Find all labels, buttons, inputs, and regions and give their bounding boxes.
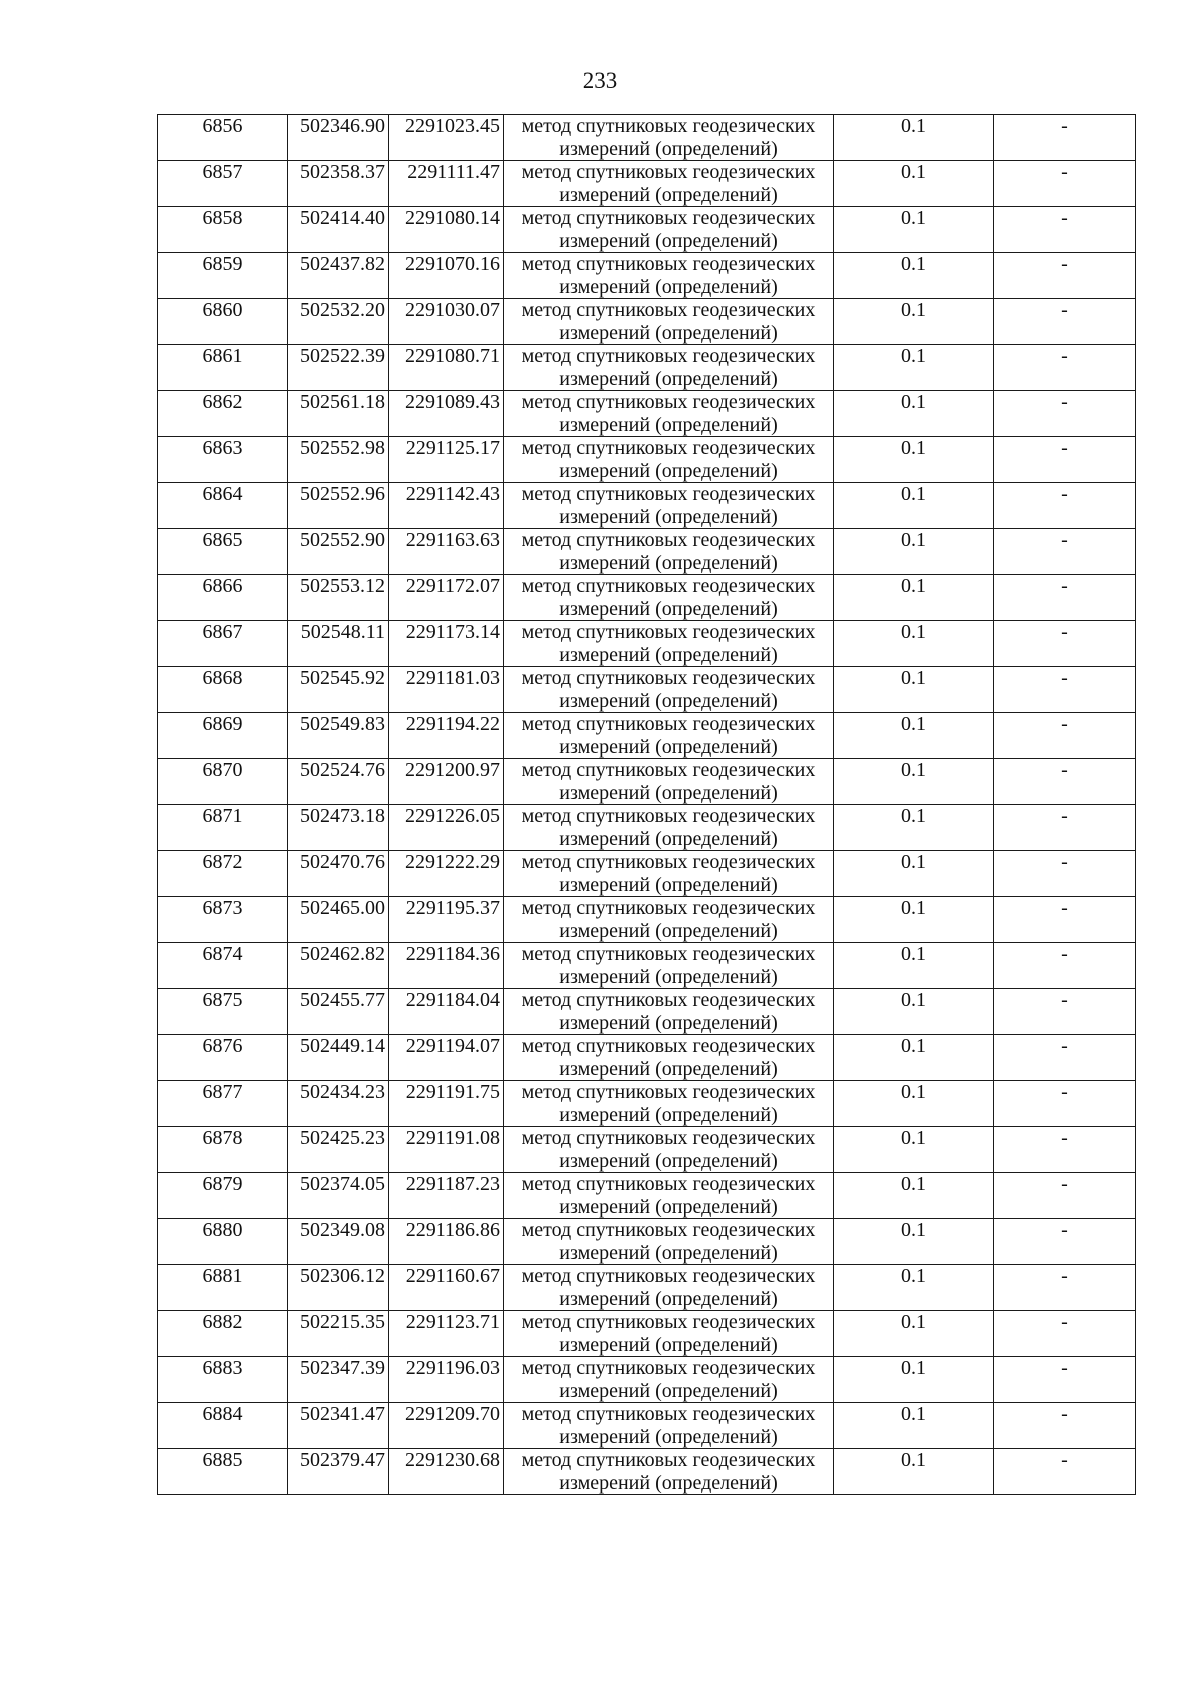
y-coordinate-cell: 2291222.29 [389, 851, 504, 897]
y-coordinate-cell: 2291125.17 [389, 437, 504, 483]
method-cell: метод спутниковых геодезических измерений (определений) [504, 897, 834, 943]
accuracy-cell: 0.1 [834, 1035, 994, 1081]
method-cell: метод спутниковых геодезических измерений (определений) [504, 1311, 834, 1357]
note-cell: - [994, 253, 1136, 299]
accuracy-cell: 0.1 [834, 483, 994, 529]
method-cell: метод спутниковых геодезических измерений (определений) [504, 1081, 834, 1127]
method-cell: метод спутниковых геодезических измерений (определений) [504, 989, 834, 1035]
table-row [158, 529, 1136, 575]
table-row [158, 621, 1136, 667]
note-cell: - [994, 1219, 1136, 1265]
note-cell: - [994, 437, 1136, 483]
x-coordinate-cell: 502306.12 [288, 1265, 389, 1311]
x-coordinate-cell: 502522.39 [288, 345, 389, 391]
x-coordinate-cell: 502552.90 [288, 529, 389, 575]
note-cell: - [994, 1035, 1136, 1081]
method-cell: метод спутниковых геодезических измерений (определений) [504, 529, 834, 575]
y-coordinate-cell: 2291194.07 [389, 1035, 504, 1081]
table-row [158, 483, 1136, 529]
point-number-cell: 6885 [158, 1449, 288, 1495]
accuracy-cell: 0.1 [834, 391, 994, 437]
y-coordinate-cell: 2291191.08 [389, 1127, 504, 1173]
accuracy-cell: 0.1 [834, 1357, 994, 1403]
point-number-cell: 6865 [158, 529, 288, 575]
accuracy-cell: 0.1 [834, 1265, 994, 1311]
x-coordinate-cell: 502349.08 [288, 1219, 389, 1265]
note-cell: - [994, 713, 1136, 759]
x-coordinate-cell: 502455.77 [288, 989, 389, 1035]
note-cell: - [994, 897, 1136, 943]
y-coordinate-cell: 2291209.70 [389, 1403, 504, 1449]
note-cell: - [994, 1127, 1136, 1173]
point-number-cell: 6856 [158, 115, 288, 161]
x-coordinate-cell: 502374.05 [288, 1173, 389, 1219]
accuracy-cell: 0.1 [834, 345, 994, 391]
y-coordinate-cell: 2291200.97 [389, 759, 504, 805]
table-row [158, 345, 1136, 391]
accuracy-cell: 0.1 [834, 943, 994, 989]
accuracy-cell: 0.1 [834, 805, 994, 851]
accuracy-cell: 0.1 [834, 1403, 994, 1449]
y-coordinate-cell: 2291163.63 [389, 529, 504, 575]
point-number-cell: 6864 [158, 483, 288, 529]
table-row [158, 391, 1136, 437]
point-number-cell: 6858 [158, 207, 288, 253]
y-coordinate-cell: 2291184.36 [389, 943, 504, 989]
y-coordinate-cell: 2291080.71 [389, 345, 504, 391]
point-number-cell: 6875 [158, 989, 288, 1035]
accuracy-cell: 0.1 [834, 667, 994, 713]
table-row [158, 1081, 1136, 1127]
y-coordinate-cell: 2291070.16 [389, 253, 504, 299]
y-coordinate-cell: 2291194.22 [389, 713, 504, 759]
y-coordinate-cell: 2291089.43 [389, 391, 504, 437]
point-number-cell: 6872 [158, 851, 288, 897]
x-coordinate-cell: 502532.20 [288, 299, 389, 345]
y-coordinate-cell: 2291226.05 [389, 805, 504, 851]
note-cell: - [994, 345, 1136, 391]
method-cell: метод спутниковых геодезических измерений (определений) [504, 437, 834, 483]
point-number-cell: 6866 [158, 575, 288, 621]
note-cell: - [994, 851, 1136, 897]
method-cell: метод спутниковых геодезических измерений (определений) [504, 805, 834, 851]
accuracy-cell: 0.1 [834, 989, 994, 1035]
table-row [158, 713, 1136, 759]
method-cell: метод спутниковых геодезических измерений (определений) [504, 1449, 834, 1495]
note-cell: - [994, 805, 1136, 851]
accuracy-cell: 0.1 [834, 207, 994, 253]
point-number-cell: 6867 [158, 621, 288, 667]
table-row [158, 943, 1136, 989]
method-cell: метод спутниковых геодезических измерений (определений) [504, 115, 834, 161]
x-coordinate-cell: 502425.23 [288, 1127, 389, 1173]
point-number-cell: 6857 [158, 161, 288, 207]
accuracy-cell: 0.1 [834, 1081, 994, 1127]
accuracy-cell: 0.1 [834, 161, 994, 207]
table-row [158, 1311, 1136, 1357]
point-number-cell: 6862 [158, 391, 288, 437]
point-number-cell: 6883 [158, 1357, 288, 1403]
note-cell: - [994, 299, 1136, 345]
table-row [158, 575, 1136, 621]
y-coordinate-cell: 2291172.07 [389, 575, 504, 621]
method-cell: метод спутниковых геодезических измерений (определений) [504, 1403, 834, 1449]
point-number-cell: 6874 [158, 943, 288, 989]
x-coordinate-cell: 502561.18 [288, 391, 389, 437]
x-coordinate-cell: 502465.00 [288, 897, 389, 943]
x-coordinate-cell: 502549.83 [288, 713, 389, 759]
method-cell: метод спутниковых геодезических измерений (определений) [504, 345, 834, 391]
method-cell: метод спутниковых геодезических измерений (определений) [504, 1173, 834, 1219]
note-cell: - [994, 207, 1136, 253]
note-cell: - [994, 529, 1136, 575]
table-row [158, 897, 1136, 943]
note-cell: - [994, 989, 1136, 1035]
method-cell: метод спутниковых геодезических измерений (определений) [504, 299, 834, 345]
method-cell: метод спутниковых геодезических измерений (определений) [504, 943, 834, 989]
accuracy-cell: 0.1 [834, 897, 994, 943]
point-number-cell: 6879 [158, 1173, 288, 1219]
coordinates-table-body [158, 115, 1136, 1495]
table-row [158, 253, 1136, 299]
table-row [158, 1173, 1136, 1219]
point-number-cell: 6881 [158, 1265, 288, 1311]
table-row [158, 207, 1136, 253]
point-number-cell: 6871 [158, 805, 288, 851]
table-row [158, 851, 1136, 897]
point-number-cell: 6882 [158, 1311, 288, 1357]
y-coordinate-cell: 2291230.68 [389, 1449, 504, 1495]
method-cell: метод спутниковых геодезических измерений (определений) [504, 1265, 834, 1311]
table-row [158, 1265, 1136, 1311]
method-cell: метод спутниковых геодезических измерений (определений) [504, 713, 834, 759]
y-coordinate-cell: 2291111.47 [389, 161, 504, 207]
y-coordinate-cell: 2291186.86 [389, 1219, 504, 1265]
note-cell: - [994, 943, 1136, 989]
accuracy-cell: 0.1 [834, 529, 994, 575]
table-row [158, 759, 1136, 805]
table-row [158, 161, 1136, 207]
table-row [158, 299, 1136, 345]
point-number-cell: 6859 [158, 253, 288, 299]
x-coordinate-cell: 502437.82 [288, 253, 389, 299]
point-number-cell: 6877 [158, 1081, 288, 1127]
y-coordinate-cell: 2291196.03 [389, 1357, 504, 1403]
accuracy-cell: 0.1 [834, 437, 994, 483]
method-cell: метод спутниковых геодезических измерений (определений) [504, 207, 834, 253]
coordinates-table [157, 114, 1136, 1495]
table-row [158, 1449, 1136, 1495]
note-cell: - [994, 1311, 1136, 1357]
accuracy-cell: 0.1 [834, 713, 994, 759]
method-cell: метод спутниковых геодезических измерений (определений) [504, 483, 834, 529]
accuracy-cell: 0.1 [834, 621, 994, 667]
accuracy-cell: 0.1 [834, 1219, 994, 1265]
accuracy-cell: 0.1 [834, 1127, 994, 1173]
note-cell: - [994, 1357, 1136, 1403]
y-coordinate-cell: 2291173.14 [389, 621, 504, 667]
note-cell: - [994, 575, 1136, 621]
y-coordinate-cell: 2291191.75 [389, 1081, 504, 1127]
point-number-cell: 6869 [158, 713, 288, 759]
x-coordinate-cell: 502379.47 [288, 1449, 389, 1495]
point-number-cell: 6873 [158, 897, 288, 943]
note-cell: - [994, 391, 1136, 437]
accuracy-cell: 0.1 [834, 299, 994, 345]
table-row [158, 1219, 1136, 1265]
table-row [158, 805, 1136, 851]
point-number-cell: 6880 [158, 1219, 288, 1265]
table-row [158, 1357, 1136, 1403]
point-number-cell: 6876 [158, 1035, 288, 1081]
x-coordinate-cell: 502346.90 [288, 115, 389, 161]
x-coordinate-cell: 502215.35 [288, 1311, 389, 1357]
point-number-cell: 6868 [158, 667, 288, 713]
note-cell: - [994, 667, 1136, 713]
page-number: 233 [582, 68, 618, 93]
note-cell: - [994, 1403, 1136, 1449]
y-coordinate-cell: 2291184.04 [389, 989, 504, 1035]
x-coordinate-cell: 502553.12 [288, 575, 389, 621]
method-cell: метод спутниковых геодезических измерений (определений) [504, 667, 834, 713]
x-coordinate-cell: 502341.47 [288, 1403, 389, 1449]
table-row [158, 1035, 1136, 1081]
x-coordinate-cell: 502548.11 [288, 621, 389, 667]
method-cell: метод спутниковых геодезических измерений (определений) [504, 1035, 834, 1081]
accuracy-cell: 0.1 [834, 1173, 994, 1219]
y-coordinate-cell: 2291187.23 [389, 1173, 504, 1219]
method-cell: метод спутниковых геодезических измерений (определений) [504, 1127, 834, 1173]
y-coordinate-cell: 2291030.07 [389, 299, 504, 345]
accuracy-cell: 0.1 [834, 1311, 994, 1357]
table-row [158, 437, 1136, 483]
x-coordinate-cell: 502449.14 [288, 1035, 389, 1081]
note-cell: - [994, 161, 1136, 207]
note-cell: - [994, 1265, 1136, 1311]
y-coordinate-cell: 2291195.37 [389, 897, 504, 943]
x-coordinate-cell: 502462.82 [288, 943, 389, 989]
accuracy-cell: 0.1 [834, 253, 994, 299]
method-cell: метод спутниковых геодезических измерений (определений) [504, 161, 834, 207]
note-cell: - [994, 621, 1136, 667]
note-cell: - [994, 483, 1136, 529]
x-coordinate-cell: 502414.40 [288, 207, 389, 253]
x-coordinate-cell: 502552.96 [288, 483, 389, 529]
x-coordinate-cell: 502473.18 [288, 805, 389, 851]
table-row [158, 1127, 1136, 1173]
x-coordinate-cell: 502347.39 [288, 1357, 389, 1403]
y-coordinate-cell: 2291080.14 [389, 207, 504, 253]
y-coordinate-cell: 2291160.67 [389, 1265, 504, 1311]
x-coordinate-cell: 502552.98 [288, 437, 389, 483]
method-cell: метод спутниковых геодезических измерений (определений) [504, 1219, 834, 1265]
x-coordinate-cell: 502434.23 [288, 1081, 389, 1127]
point-number-cell: 6861 [158, 345, 288, 391]
method-cell: метод спутниковых геодезических измерений (определений) [504, 391, 834, 437]
table-row [158, 115, 1136, 161]
point-number-cell: 6884 [158, 1403, 288, 1449]
method-cell: метод спутниковых геодезических измерений (определений) [504, 621, 834, 667]
method-cell: метод спутниковых геодезических измерений (определений) [504, 253, 834, 299]
point-number-cell: 6870 [158, 759, 288, 805]
accuracy-cell: 0.1 [834, 759, 994, 805]
accuracy-cell: 0.1 [834, 851, 994, 897]
note-cell: - [994, 1173, 1136, 1219]
method-cell: метод спутниковых геодезических измерений (определений) [504, 759, 834, 805]
y-coordinate-cell: 2291142.43 [389, 483, 504, 529]
accuracy-cell: 0.1 [834, 1449, 994, 1495]
point-number-cell: 6863 [158, 437, 288, 483]
y-coordinate-cell: 2291181.03 [389, 667, 504, 713]
accuracy-cell: 0.1 [834, 575, 994, 621]
x-coordinate-cell: 502358.37 [288, 161, 389, 207]
point-number-cell: 6878 [158, 1127, 288, 1173]
table-row [158, 1403, 1136, 1449]
point-number-cell: 6860 [158, 299, 288, 345]
note-cell: - [994, 759, 1136, 805]
method-cell: метод спутниковых геодезических измерений (определений) [504, 575, 834, 621]
accuracy-cell: 0.1 [834, 115, 994, 161]
note-cell: - [994, 1449, 1136, 1495]
note-cell: - [994, 1081, 1136, 1127]
table-row [158, 667, 1136, 713]
x-coordinate-cell: 502470.76 [288, 851, 389, 897]
note-cell: - [994, 115, 1136, 161]
method-cell: метод спутниковых геодезических измерений (определений) [504, 1357, 834, 1403]
x-coordinate-cell: 502524.76 [288, 759, 389, 805]
table-row [158, 989, 1136, 1035]
x-coordinate-cell: 502545.92 [288, 667, 389, 713]
y-coordinate-cell: 2291023.45 [389, 115, 504, 161]
y-coordinate-cell: 2291123.71 [389, 1311, 504, 1357]
method-cell: метод спутниковых геодезических измерений (определений) [504, 851, 834, 897]
